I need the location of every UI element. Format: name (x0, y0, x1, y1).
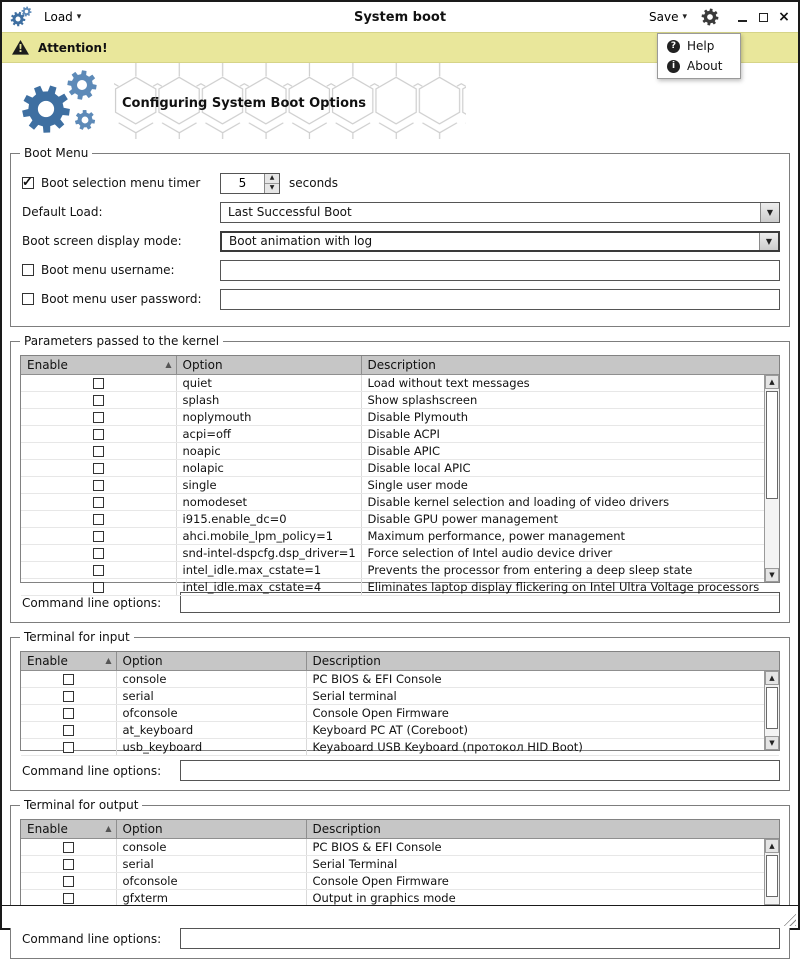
sort-ascending-icon: ▲ (165, 360, 172, 369)
timer-checkbox[interactable] (22, 177, 34, 189)
vertical-scrollbar[interactable] (764, 375, 779, 582)
display-mode-row (22, 230, 780, 252)
row-enable-checkbox[interactable] (63, 725, 74, 736)
cmdline-label: Command line options: (22, 931, 162, 946)
enable-cell (21, 872, 116, 889)
option-cell: console (116, 838, 306, 855)
menu-item-label: About (687, 59, 723, 73)
menu-item-help[interactable] (658, 36, 740, 56)
row-enable-checkbox[interactable] (63, 893, 74, 904)
scrollbar-thumb[interactable] (766, 391, 778, 499)
description-cell: Show splashscreen (361, 391, 779, 408)
titlebar (2, 2, 798, 32)
row-enable-checkbox[interactable] (63, 859, 74, 870)
description-cell: Disable ACPI (361, 425, 779, 442)
cmdline-row (20, 760, 780, 781)
menu-item-label: Help (687, 39, 715, 53)
terminal-input-group (10, 630, 790, 791)
app-logo-icon (10, 6, 34, 28)
menu-item-about[interactable] (658, 56, 740, 76)
default-load-row (22, 201, 780, 223)
display-mode-combobox[interactable] (220, 231, 780, 252)
sort-ascending-icon: ▲ (105, 656, 112, 665)
combobox-value: Last Successful Boot (228, 205, 352, 219)
resize-grip[interactable] (782, 912, 796, 926)
username-row (22, 259, 780, 281)
sort-ascending-icon: ▲ (105, 824, 112, 833)
column-header-enable[interactable] (21, 356, 176, 374)
table-row[interactable] (21, 578, 779, 595)
app-logo-large (18, 67, 114, 139)
option-cell: acpi=off (176, 425, 361, 442)
table-header-row (21, 356, 779, 374)
description-cell: Eliminates laptop display flickering on Intel Ultra Voltage processors (361, 578, 779, 595)
load-label: Load (44, 10, 73, 24)
column-header-description[interactable]: Description (306, 652, 779, 670)
column-header-option[interactable]: Option (116, 820, 306, 838)
column-header-enable[interactable] (21, 820, 116, 838)
column-header-option[interactable]: Option (176, 356, 361, 374)
description-cell: Disable local APIC (361, 459, 779, 476)
table-row[interactable] (21, 561, 779, 578)
row-enable-checkbox[interactable] (93, 480, 104, 491)
row-enable-checkbox[interactable] (93, 429, 104, 440)
option-cell: snd-intel-dspcfg.dsp_driver=1 (176, 544, 361, 561)
row-enable-checkbox[interactable] (93, 412, 104, 423)
terminal-output-group (10, 798, 790, 959)
username-checkbox[interactable] (22, 264, 34, 276)
enable-cell (21, 738, 116, 755)
option-cell: ahci.mobile_lpm_policy=1 (176, 527, 361, 544)
settings-dropdown-menu (657, 33, 741, 79)
option-cell: noplymouth (176, 408, 361, 425)
enable-cell (21, 687, 116, 704)
description-cell: Serial Terminal (306, 855, 779, 872)
enable-cell (21, 459, 176, 476)
description-cell: Disable Plymouth (361, 408, 779, 425)
timer-label: Boot selection menu timer (41, 176, 201, 190)
description-cell: Maximum performance, power management (361, 527, 779, 544)
column-header-description[interactable]: Description (306, 820, 779, 838)
column-header-option[interactable]: Option (116, 652, 306, 670)
cmdline-label: Command line options: (22, 595, 162, 610)
enable-cell (21, 578, 176, 595)
option-cell: serial (116, 855, 306, 872)
column-label: Enable (27, 357, 68, 372)
minimize-icon (738, 20, 747, 22)
enable-cell (21, 544, 176, 561)
option-cell: gfxterm (116, 889, 306, 906)
kernel-params-group (10, 334, 790, 623)
timer-spinner (220, 173, 280, 194)
description-cell: Keyboard PC AT (Coreboot) (306, 721, 779, 738)
cmdline-row (20, 928, 780, 949)
table-row[interactable] (21, 687, 779, 704)
password-checkbox[interactable] (22, 293, 34, 305)
table-row[interactable] (21, 527, 779, 544)
row-enable-checkbox[interactable] (93, 565, 104, 576)
option-cell: ofconsole (116, 704, 306, 721)
column-label: Enable (27, 653, 68, 668)
boot-menu-group (10, 146, 790, 327)
option-cell: single (176, 476, 361, 493)
table-row[interactable] (21, 670, 779, 687)
enable-cell (21, 855, 116, 872)
kernel-params-table (20, 355, 780, 594)
minimize-button[interactable] (736, 11, 748, 23)
description-cell: Disable GPU power management (361, 510, 779, 527)
scroll-up-icon[interactable]: ▲ (765, 375, 779, 389)
table-row[interactable] (21, 442, 779, 459)
info-icon: i (667, 60, 680, 73)
description-cell: Console Open Firmware (306, 872, 779, 889)
settings-gear-icon[interactable] (701, 8, 719, 26)
boot-menu-legend: Boot Menu (24, 146, 89, 160)
option-cell: noapic (176, 442, 361, 459)
table-row[interactable] (21, 838, 779, 855)
username-input[interactable] (220, 260, 780, 281)
warning-icon (11, 39, 30, 56)
table-row[interactable] (21, 704, 779, 721)
svg-text:!: ! (18, 43, 23, 56)
enable-cell (21, 374, 176, 391)
row-enable-checkbox[interactable] (93, 582, 104, 593)
spin-down-icon[interactable]: ▼ (265, 184, 279, 193)
status-bar (2, 905, 798, 928)
option-cell: ofconsole (116, 872, 306, 889)
option-cell: intel_idle.max_cstate=1 (176, 561, 361, 578)
option-cell: splash (176, 391, 361, 408)
kernel-params-legend: Parameters passed to the kernel (24, 334, 220, 348)
save-label: Save (649, 10, 679, 24)
description-cell: Output in graphics mode (306, 889, 779, 906)
scroll-down-icon[interactable]: ▼ (765, 568, 779, 582)
terminal-output-cmdline-input[interactable] (180, 928, 780, 949)
chevron-down-icon[interactable]: ▼ (759, 233, 778, 250)
table-header-row (21, 652, 779, 670)
display-mode-label: Boot screen display mode: (22, 234, 182, 248)
terminal-input-legend: Terminal for input (24, 630, 130, 644)
default-load-combobox[interactable] (220, 202, 780, 223)
password-input[interactable] (220, 289, 780, 310)
table-row[interactable] (21, 510, 779, 527)
enable-cell (21, 670, 116, 687)
option-cell: intel_idle.max_cstate=4 (176, 578, 361, 595)
row-enable-checkbox[interactable] (93, 395, 104, 406)
table-row[interactable] (21, 855, 779, 872)
row-enable-checkbox[interactable] (63, 691, 74, 702)
column-label: Enable (27, 821, 68, 836)
enable-cell (21, 510, 176, 527)
scroll-up-icon[interactable]: ▲ (765, 671, 779, 685)
username-label: Boot menu username: (41, 263, 175, 277)
spin-up-icon[interactable]: ▲ (265, 174, 279, 184)
cmdline-label: Command line options: (22, 763, 162, 778)
terminal-output-table (20, 819, 780, 919)
timer-value-input[interactable] (221, 174, 264, 193)
row-enable-checkbox[interactable] (63, 876, 74, 887)
enable-cell (21, 704, 116, 721)
chevron-down-icon: ▾ (76, 12, 82, 22)
option-cell: quiet (176, 374, 361, 391)
vertical-scrollbar[interactable] (764, 671, 779, 750)
option-cell: serial (116, 687, 306, 704)
enable-cell (21, 425, 176, 442)
combobox-value: Boot animation with log (229, 234, 373, 248)
enable-cell (21, 493, 176, 510)
enable-cell (21, 721, 116, 738)
description-cell: Load without text messages (361, 374, 779, 391)
option-cell: usb_keyboard (116, 738, 306, 755)
row-enable-checkbox[interactable] (93, 463, 104, 474)
row-enable-checkbox[interactable] (63, 842, 74, 853)
description-cell: Serial terminal (306, 687, 779, 704)
table-row[interactable] (21, 391, 779, 408)
scroll-down-icon[interactable]: ▼ (765, 736, 779, 750)
scrollbar-thumb[interactable] (766, 687, 778, 729)
table-row[interactable] (21, 889, 779, 906)
default-load-label: Default Load: (22, 205, 103, 219)
terminal-input-cmdline-input[interactable] (180, 760, 780, 781)
enable-cell (21, 889, 116, 906)
enable-cell (21, 476, 176, 493)
page-title: Configuring System Boot Options (122, 96, 367, 111)
description-cell: PC BIOS & EFI Console (306, 838, 779, 855)
timer-row (22, 172, 780, 194)
load-menu-button[interactable] (41, 8, 84, 26)
password-label: Boot menu user password: (41, 292, 202, 306)
row-enable-checkbox[interactable] (63, 742, 74, 753)
chevron-down-icon[interactable]: ▼ (760, 203, 779, 222)
description-cell: Keyaboard USB Keyboard (протокол HID Boot) (306, 738, 779, 755)
row-enable-checkbox[interactable] (93, 548, 104, 559)
enable-cell (21, 838, 116, 855)
password-row (22, 288, 780, 310)
enable-cell (21, 561, 176, 578)
table-row[interactable] (21, 493, 779, 510)
enable-cell (21, 391, 176, 408)
description-cell: Single user mode (361, 476, 779, 493)
description-cell: Disable kernel selection and loading of video drivers (361, 493, 779, 510)
table-row[interactable] (21, 872, 779, 889)
option-cell: at_keyboard (116, 721, 306, 738)
table-row[interactable] (21, 425, 779, 442)
column-header-description[interactable]: Description (361, 356, 779, 374)
description-cell: PC BIOS & EFI Console (306, 670, 779, 687)
scroll-up-icon[interactable]: ▲ (765, 839, 779, 853)
table-row[interactable] (21, 374, 779, 391)
close-button[interactable]: × (778, 9, 790, 25)
table-row[interactable] (21, 738, 779, 755)
terminal-output-legend: Terminal for output (24, 798, 139, 812)
description-cell: Console Open Firmware (306, 704, 779, 721)
scrollbar-thumb[interactable] (766, 855, 778, 897)
description-cell: Prevents the processor from entering a deep sleep state (361, 561, 779, 578)
row-enable-checkbox[interactable] (93, 514, 104, 525)
terminal-input-table (20, 651, 780, 754)
column-header-enable[interactable] (21, 652, 116, 670)
row-enable-checkbox[interactable] (63, 674, 74, 685)
table-row[interactable] (21, 544, 779, 561)
row-enable-checkbox[interactable] (63, 708, 74, 719)
enable-cell (21, 442, 176, 459)
window-title: System boot (353, 9, 447, 25)
timer-unit-label: seconds (289, 176, 339, 190)
enable-cell (21, 527, 176, 544)
row-enable-checkbox[interactable] (93, 531, 104, 542)
attention-text: Attention! (38, 40, 108, 55)
description-cell: Disable APIC (361, 442, 779, 459)
save-menu-button[interactable] (646, 8, 690, 26)
help-icon: ? (667, 40, 680, 53)
option-cell: i915.enable_dc=0 (176, 510, 361, 527)
table-row[interactable] (21, 721, 779, 738)
enable-cell (21, 408, 176, 425)
table-header-row (21, 820, 779, 838)
row-enable-checkbox[interactable] (93, 446, 104, 457)
table-row[interactable] (21, 476, 779, 493)
row-enable-checkbox[interactable] (93, 497, 104, 508)
option-cell: nomodeset (176, 493, 361, 510)
maximize-button[interactable] (757, 11, 769, 23)
option-cell: nolapic (176, 459, 361, 476)
description-cell: Force selection of Intel audio device driver (361, 544, 779, 561)
table-row[interactable] (21, 459, 779, 476)
maximize-icon (759, 13, 768, 22)
option-cell: console (116, 670, 306, 687)
row-enable-checkbox[interactable] (93, 378, 104, 389)
table-row[interactable] (21, 408, 779, 425)
chevron-down-icon: ▾ (682, 12, 687, 22)
